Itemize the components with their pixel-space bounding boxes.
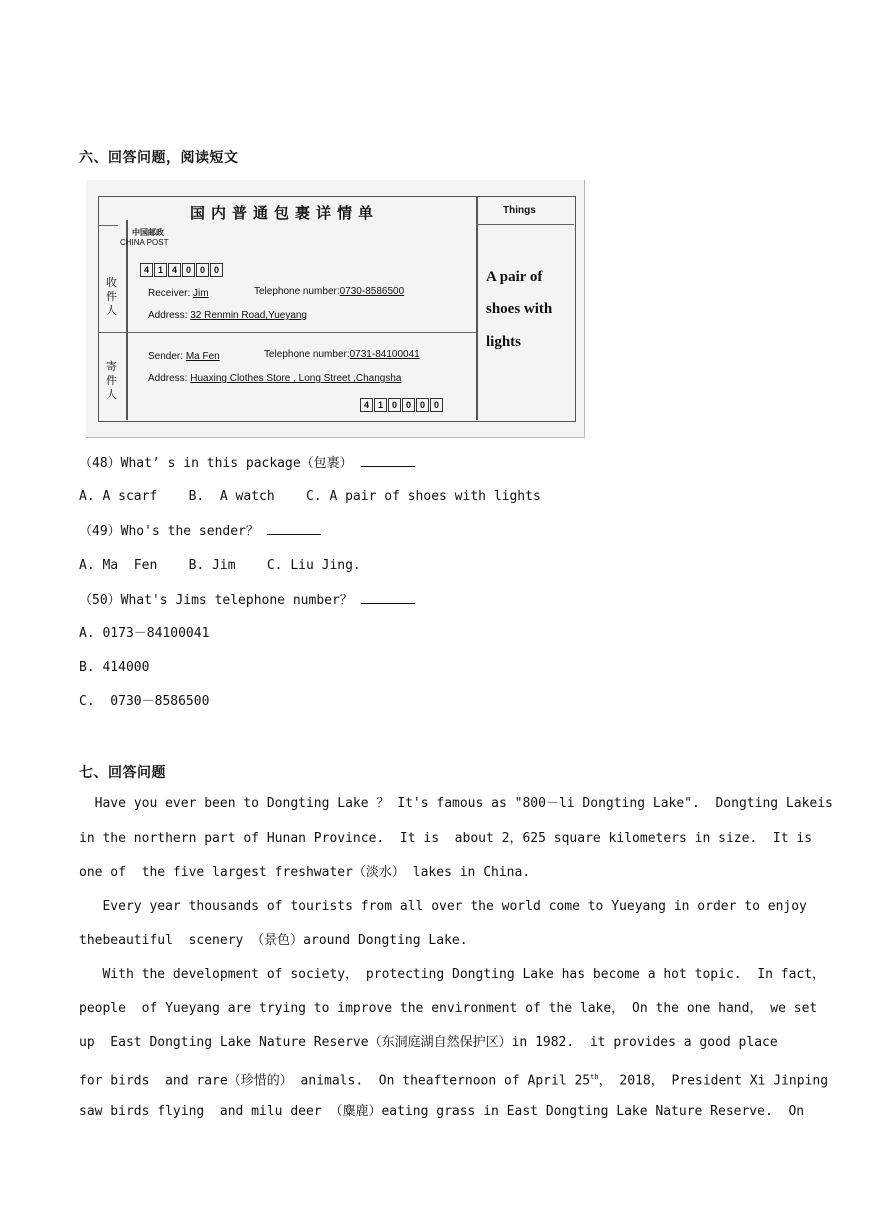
receiver-label: Receiver:	[148, 288, 191, 299]
sender-side-label: 寄件人	[106, 360, 117, 401]
slip-divider	[476, 196, 478, 420]
receiver-name: Jim	[193, 288, 209, 299]
passage-line: Every year thousands of tourists from all over the world come to Yueyang in order to enjoy	[79, 899, 807, 914]
receiver-tel-label: Telephone number:	[254, 286, 340, 297]
passage-line-text: for birds and rare（珍惜的） animals. On theafternoon of April 25	[79, 1073, 591, 1089]
question-50-option-a: A. 0173－84100041	[79, 626, 210, 641]
passage-line: With the development of society， protecting Dongting Lake has become a hot topic. In fact，	[79, 967, 826, 982]
parcel-slip-image	[86, 180, 585, 438]
passage-line: thebeautiful scenery （景色）around Dongting Lake.	[79, 933, 468, 948]
slip-divider	[98, 225, 118, 226]
sender-address: Huaxing Clothes Store , Long Street ,Changsha	[190, 373, 402, 384]
zip-digit: 0	[388, 398, 401, 412]
superscript: th	[590, 1073, 599, 1081]
question-49-text: （49）Who's the sender？	[79, 524, 259, 539]
section-7-title: 七、回答问题	[79, 765, 166, 781]
sender-address-line	[148, 373, 402, 384]
zip-digit: 0	[196, 263, 209, 277]
question-48-options: A. A scarf B. A watch C. A pair of shoes with lights	[79, 489, 541, 504]
question-50-option-c: C. 0730－8586500	[79, 694, 210, 709]
receiver-side-label: 收件人	[106, 276, 117, 317]
passage-line: in the northern part of Hunan Province. It is about 2，625 square kilometers in size. It is	[79, 831, 813, 846]
zip-digit: 0	[402, 398, 415, 412]
passage-line: Have you ever been to Dongting Lake ？ It's famous as "800－li Dongting Lake". Dongting Lakeis	[79, 796, 833, 811]
question-49-options: A. Ma Fen B. Jim C. Liu Jing.	[79, 558, 361, 573]
question-48-text: （48）What’ s in this package（包裹）	[79, 456, 353, 471]
things-header: Things	[503, 205, 536, 216]
things-line: shoes with	[486, 301, 553, 317]
passage-line: up East Dongting Lake Nature Reserve（东洞庭湖自然保护区）in 1982. it provides a good place	[79, 1035, 778, 1050]
slip-divider	[126, 332, 476, 333]
zip-digit: 0	[430, 398, 443, 412]
question-50-option-b: B. 414000	[79, 660, 150, 675]
answer-blank[interactable]	[361, 454, 415, 467]
zip-digit: 0	[210, 263, 223, 277]
slip-divider	[98, 332, 126, 333]
receiver-tel: 0730-8586500	[339, 286, 405, 297]
answer-blank[interactable]	[267, 522, 321, 535]
china-post-cn: 中国邮政	[132, 228, 164, 237]
things-line: A pair of	[486, 269, 543, 285]
sender-line	[148, 351, 220, 362]
zip-digit: 4	[168, 263, 181, 277]
sender-tel-line	[264, 349, 420, 360]
sender-tel: 0731-84100041	[349, 349, 420, 360]
zip-digit: 0	[416, 398, 429, 412]
zip-digit: 0	[182, 263, 195, 277]
receiver-address: 32 Renmin Road,Yueyang	[190, 310, 307, 321]
zip-digit: 4	[140, 263, 153, 277]
receiver-tel-line	[254, 286, 404, 297]
receiver-address-label: Address:	[148, 310, 188, 321]
question-50	[79, 591, 415, 610]
china-post-en: CHINA POST	[120, 238, 169, 247]
zip-digit: 4	[360, 398, 373, 412]
section-6-title: 六、回答问题，阅读短文	[79, 150, 239, 166]
slip-divider	[126, 220, 128, 420]
passage-line	[79, 1068, 829, 1090]
sender-tel-label: Telephone number:	[264, 349, 350, 360]
slip-divider	[476, 224, 574, 225]
things-line: lights	[486, 334, 522, 350]
receiver-line	[148, 288, 209, 299]
passage-line-text: ， 2018， President Xi Jinping	[598, 1073, 829, 1089]
sender-label: Sender:	[148, 351, 184, 362]
slip-header: 国内普通包裹详情单	[190, 204, 380, 222]
sender-address-label: Address:	[148, 373, 188, 384]
zip-digit: 1	[154, 263, 167, 277]
sender-zip	[360, 395, 444, 413]
receiver-zip	[140, 260, 224, 278]
question-49	[79, 522, 321, 541]
zip-digit: 1	[374, 398, 387, 412]
passage-line: saw birds flying and milu deer （麋鹿）eating grass in East Dongting Lake Nature Reserve. On	[79, 1104, 805, 1119]
receiver-address-line	[148, 310, 307, 321]
sender-name: Ma Fen	[185, 351, 220, 362]
passage-line: people of Yueyang are trying to improve the environment of the lake， On the one hand， we set	[79, 1001, 818, 1016]
passage-line: one of the five largest freshwater（淡水） lakes in China.	[79, 865, 531, 880]
question-48	[79, 454, 415, 473]
question-50-text: （50）What's Jims telephone number？	[79, 593, 353, 608]
answer-blank[interactable]	[361, 591, 415, 604]
